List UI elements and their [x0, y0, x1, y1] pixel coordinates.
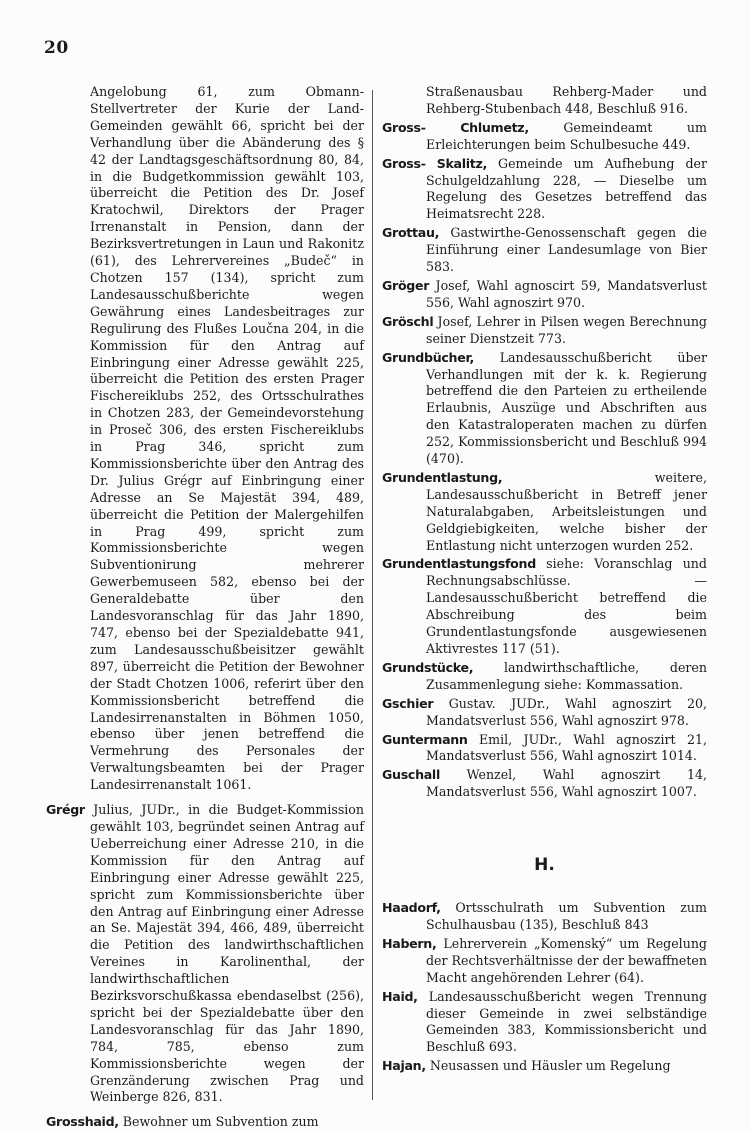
- entry-headword: Gröger: [382, 277, 430, 293]
- entry-text: weitere, Landesausschußbericht in Betreff jener Naturalabgaben, Arbeitsleistungen und Geldgiebigkeiten, welche bisher der Entlastung nicht unterzogen wurden 252.: [426, 469, 707, 553]
- index-entry-gregr: [46, 802, 364, 1106]
- index-entry: [382, 225, 707, 276]
- entry-headword: Haid,: [382, 988, 418, 1004]
- entry-headword: Hajan,: [382, 1058, 426, 1074]
- index-entry: [382, 314, 707, 348]
- entry-headword: Gross- Skalitz,: [382, 155, 488, 171]
- index-entry-grosshaid: [46, 1114, 364, 1131]
- entry-text: Lehrerverein „Komenský“ um Regelung der Rechtsverhältnisse der der bewaffneten Macht angehörenden Lehrer (64).: [426, 935, 707, 985]
- index-entry: [382, 767, 707, 801]
- index-entry: [382, 120, 707, 154]
- entry-headword: Grundstücke,: [382, 659, 474, 675]
- continuation-entry: Straßenausbau Rehberg-Mader und Rehberg-Stubenbach 448, Beschluß 916.: [426, 84, 707, 116]
- entry-text: Gemeinde um Aufhebung der Schulgeldzahlung 228, — Dieselbe um Regelung des Gesetzes betreffend das Heimatsrecht 228.: [426, 155, 708, 222]
- entry-headword: Haadorf,: [382, 900, 441, 916]
- entry-text: Landesausschußbericht über Verhandlungen mit der k. k. Regierung betreffend die den Parteien zu ertheilende Erlaubnis, Auszüge und Abschriften aus den Katastraloperaten machen zu dürfen 252, Kommissionsbericht und Beschluß 994 (470).: [426, 349, 707, 467]
- index-entry: [382, 350, 707, 468]
- page-number: 20: [44, 38, 69, 58]
- entry-text: landwirthschaftliche, deren Zusammenlegung siehe: Kommassation.: [426, 659, 707, 692]
- entry-text: siehe: Voranschlag und Rechnungsabschlüsse. — Landesausschußbericht betreffend die Abschreibung des beim Grundentlastungsfonde ausgewiesenen Aktivrestes 117 (51).: [426, 556, 707, 656]
- entry-text: Gastwirthe-Genossenschaft gegen die Einführung einer Landesumlage von Bier 583.: [426, 225, 707, 275]
- entry-headword: Grundentlastungsfond: [382, 556, 536, 572]
- entry-headword: Gröschl: [382, 313, 434, 329]
- entry-headword: Habern,: [382, 935, 437, 951]
- index-entry: [382, 660, 707, 694]
- entry-headword: Grosshaid,: [46, 1114, 119, 1130]
- entry-text: Ortsschulrath um Subvention zum Schulhausbau (135), Beschluß 843: [426, 900, 707, 932]
- index-entry: [382, 732, 707, 766]
- index-entry: [382, 1058, 707, 1075]
- entry-text: Josef, Lehrer in Pilsen wegen Berechnung seiner Dienstzeit 773.: [426, 313, 707, 346]
- entry-headword: Gross- Chlumetz,: [382, 119, 529, 135]
- entry-text: Gustav. JUDr., Wahl agnoszirt 20, Mandatsverlust 556, Wahl agnoszirt 978.: [426, 695, 707, 728]
- index-entry: [382, 696, 707, 730]
- entry-text: Landesausschußbericht wegen Trennung dieser Gemeinde in zwei selbständige Gemeinden 383, Kommissionsbericht und Beschluß 693.: [426, 988, 707, 1055]
- index-entry: [382, 470, 707, 555]
- index-entry: [382, 156, 707, 224]
- entry-text: Bewohner um Subvention zum: [122, 1114, 319, 1130]
- entry-text: Gemeindeamt um Erleichterungen beim Schulbesuche 449.: [426, 119, 707, 152]
- index-entry: [382, 936, 707, 987]
- entry-text: Wenzel, Wahl agnoszirt 14, Mandatsverlust 556, Wahl agnoszirt 1007.: [426, 767, 707, 800]
- entry-headword: Guntermann: [382, 731, 468, 747]
- entry-headword: Grégr: [46, 802, 85, 818]
- entry-headword: Grottau,: [382, 225, 440, 241]
- entry-text: Neusassen und Häusler um Regelung: [429, 1058, 671, 1074]
- entry-headword: Gschier: [382, 695, 434, 711]
- continuation-entry: Angelobung 61, zum Obmann-Stellvertreter der Kurie der Land-Gemeinden gewählt 66, spricht bei der Verhandlung über die Abänderung des § 42 der Landtagsgeschäftsordnung 80, 84, in die Budgetkommission gewählt 103, überreicht die Petition des Dr. Josef Kratochwil, Direktors der Prager Irrenanstalt in Pension, dann der Bezirksvertretungen in Laun und Rakonitz (61), des Lehrervereines „Budeč“ in Chotzen 157 (134), spricht zum Landesausschußberichte wegen Gewährung eines Landesbeitrages zur Regulirung des Flußes Loučna 204, in die Kommission für den Antrag auf Einbringung einer Adresse gewählt 225, überreicht die Petition des ersten Prager Fischereiklubs 252, des Ortsschulrathes in Chotzen 283, der Gemeindevorstehung in Proseč 306, des ersten Fischereiklubs in Prag 346, spricht zum Kommissionsberichte über den Antrag des Dr. Julius Grégr auf Einbringung einer Adresse an Se Majestät 394, 489, überreicht die Petition der Malergehilfen in Prag 499, spricht zum Kommissionsberichte wegen Subventionirung mehrerer Gewerbemuseen 582, ebenso bei der Generaldebatte über den Landesvoranschlag für das Jahr 1890, 747, ebenso bei der Spezialdebatte 941, zum Landesausschußbeisitzer gewählt 897, überreicht die Petition der Bewohner der Stadt Chotzen 1006, referirt über den Kommissionsbericht betreffend die Landesirrenanstalten in Böhmen 1050, ebenso über jenen betreffend die Vermehrung des Personales der Verwaltungsbeamten bei der Prager Landesirrenanstalt 1061.: [90, 84, 364, 793]
- index-entry: [382, 900, 707, 934]
- index-entry: [382, 278, 707, 312]
- index-entry: [382, 989, 707, 1057]
- entry-text: Julius, JUDr., in die Budget-Kommission gewählt 103, begründet seinen Antrag auf Ueberreichung einer Adresse 210, in die Kommission für den Antrag auf Einbringung einer Adresse gewählt 225, spricht zum Kommissionsberichte über den Antrag auf Einbringung einer Adresse an Se. Majestät 394, 466, 489, überreicht die Petition des landwirthschaftlichen Vereines in Karolinenthal, der landwirthschaftlichen Bezirksvorschußkassa ebendaselbst (256), spricht bei der Spezialdebatte über den Landesvoranschlag für das Jahr 1890, 784, 785, ebenso zum Kommissionsberichte wegen der Grenzänderung zwischen Prag und Weinberge 826, 831.: [90, 802, 364, 1105]
- entry-headword: Guschall: [382, 767, 440, 783]
- index-entry: [382, 556, 707, 657]
- section-letter-heading: H.: [534, 855, 555, 876]
- left-column: [46, 84, 364, 1133]
- entry-headword: Grundbücher,: [382, 349, 474, 365]
- entry-headword: Grundentlastung,: [382, 469, 503, 485]
- right-column: [382, 84, 707, 1077]
- column-divider: [372, 90, 373, 1100]
- entry-text: Emil, JUDr., Wahl agnoszirt 21, Mandatsverlust 556, Wahl agnoszirt 1014.: [426, 731, 707, 764]
- entry-text: Josef, Wahl agnoscirt 59, Mandatsverlust 556, Wahl agnoszirt 970.: [426, 277, 707, 310]
